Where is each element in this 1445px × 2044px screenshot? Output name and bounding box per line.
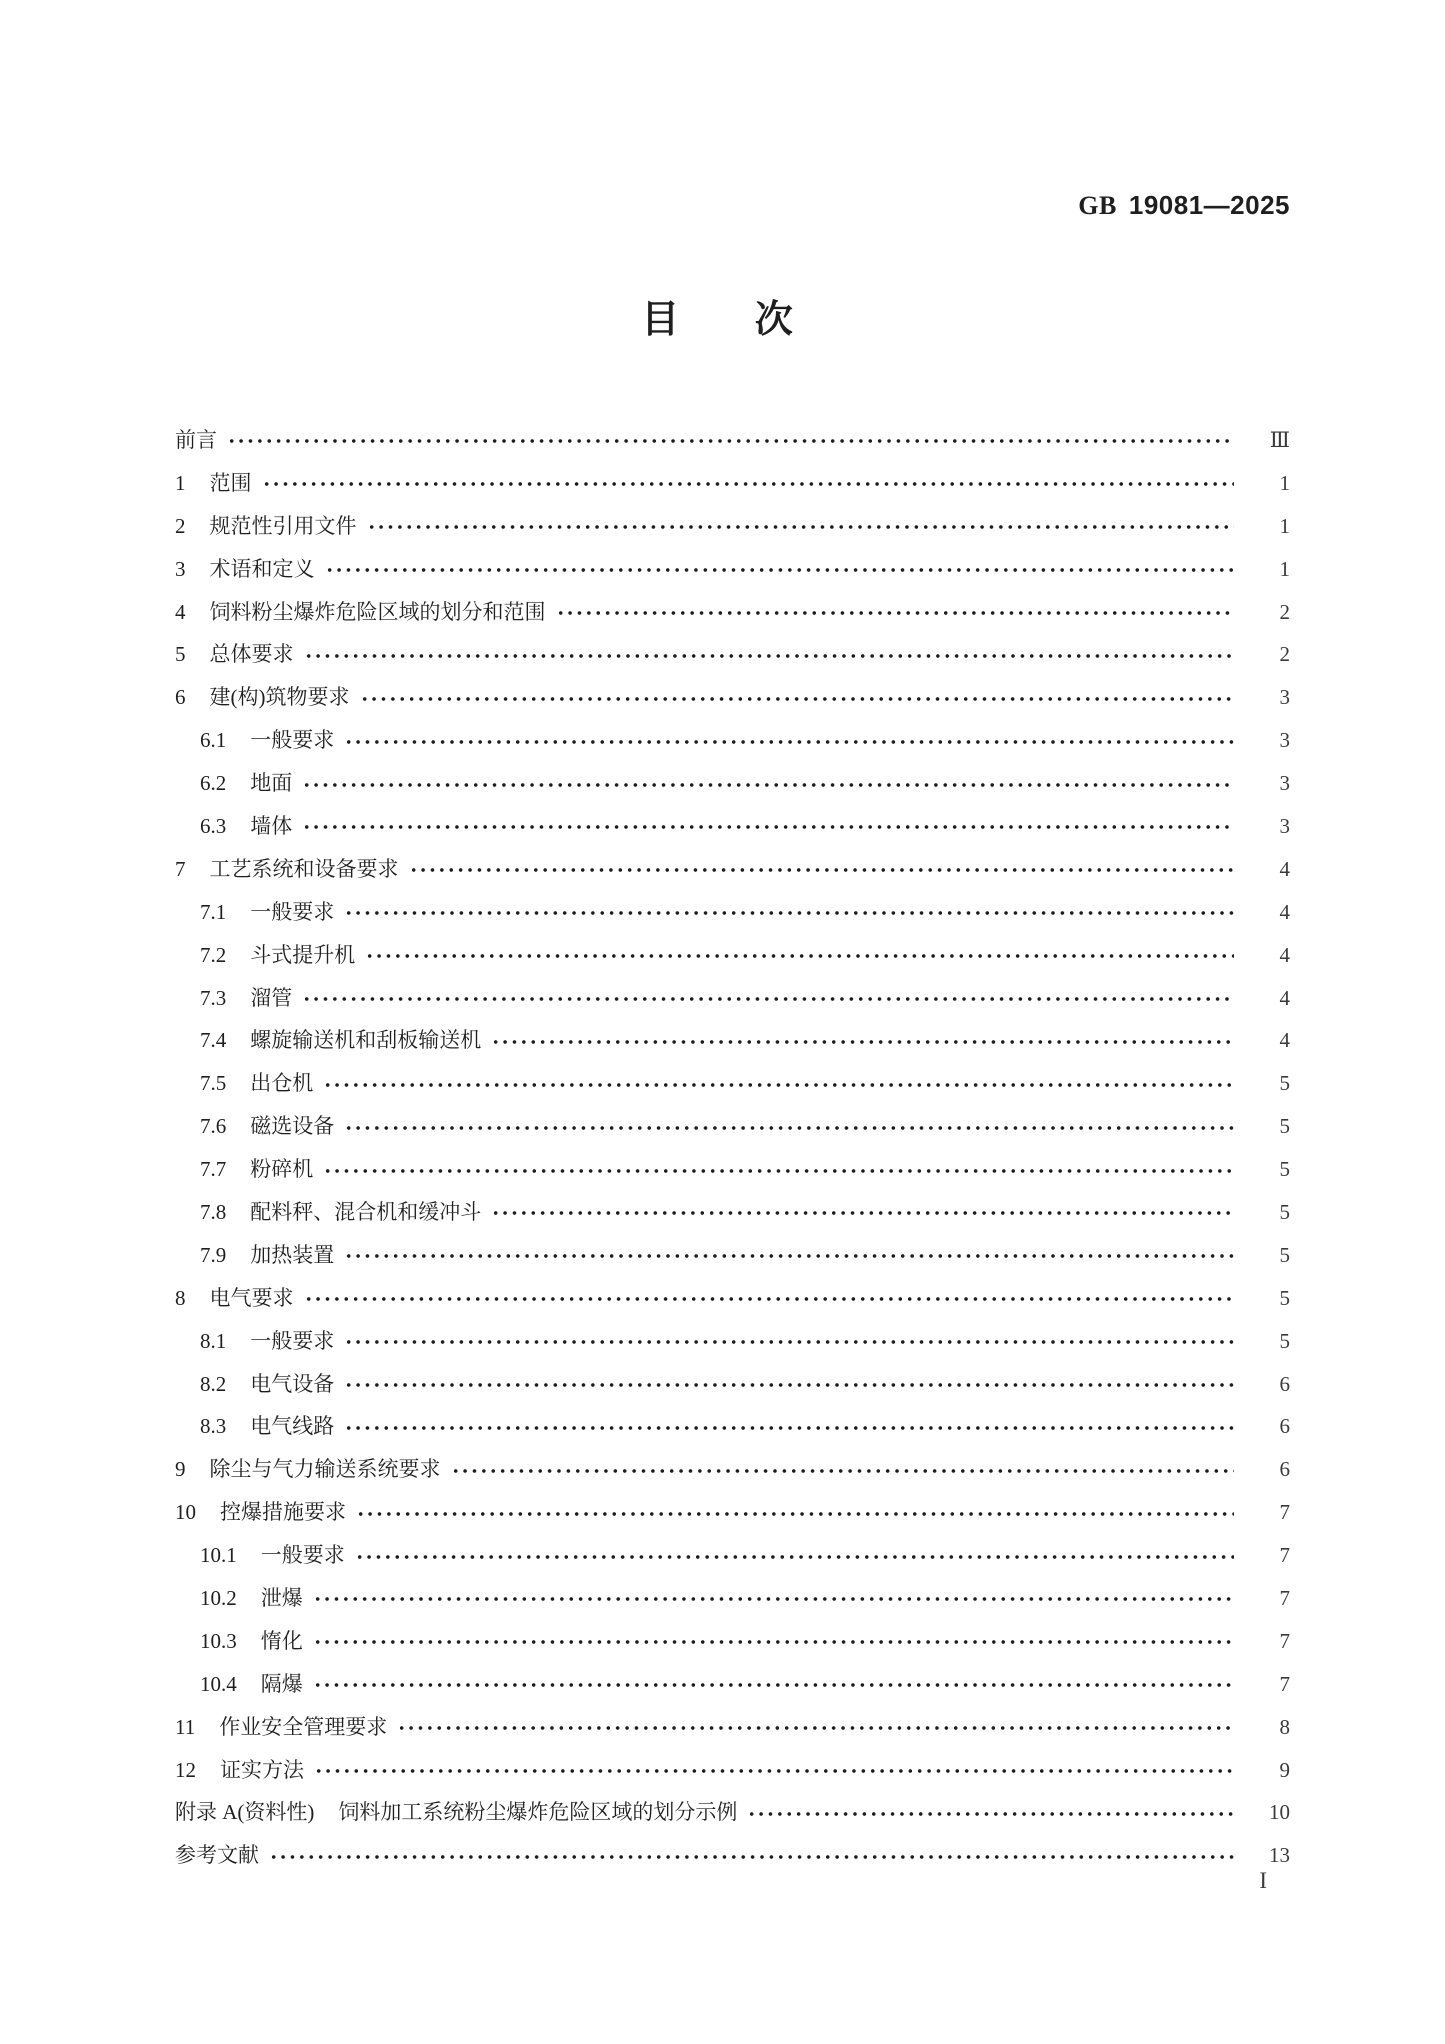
- standard-code: [1064, 160, 1290, 221]
- toc-entry: [175, 1792, 1290, 1835]
- toc-entry-page: 3: [1279, 685, 1290, 710]
- toc-leader-dots: [355, 1551, 1234, 1563]
- toc-entry-number: 7.3: [200, 985, 227, 1010]
- toc-leader-dots: [409, 864, 1235, 876]
- toc-leader-dots: [344, 1422, 1234, 1434]
- toc-entry-page: 13: [1269, 1843, 1290, 1868]
- toc-leader-dots: [344, 736, 1234, 748]
- toc-entry-page: 5: [1279, 1199, 1290, 1224]
- toc-entry-number: 8.1: [200, 1328, 227, 1353]
- toc-entry-label: 地面: [250, 771, 293, 796]
- toc-entry-label: 一般要求: [260, 1543, 345, 1568]
- toc-entry-label: 证实方法: [220, 1757, 304, 1782]
- toc-entry-label: 一般要求: [250, 1328, 335, 1353]
- toc-entry: [175, 1062, 1290, 1105]
- toc-entry-number: 附录 A(资料性): [175, 1800, 315, 1825]
- toc-entry: [175, 1577, 1290, 1620]
- toc-entry-number: 8.2: [200, 1371, 227, 1396]
- toc-leader-dots: [367, 521, 1235, 533]
- toc-entry-number: 3: [175, 556, 186, 581]
- toc-entry-number: 9: [175, 1457, 186, 1482]
- toc-entry-page: Ⅲ: [1269, 427, 1290, 452]
- toc-entry: [175, 591, 1290, 634]
- toc-entry-page: 4: [1279, 1028, 1290, 1053]
- toc-leader-dots: [314, 1765, 1234, 1777]
- toc-entry: [175, 1834, 1290, 1877]
- toc-entry-page: 5: [1279, 1242, 1290, 1267]
- toc-entry-label: 出仓机: [250, 1071, 314, 1096]
- toc-leader-dots: [262, 478, 1235, 490]
- toc-entry-label: 控爆措施要求: [220, 1500, 346, 1525]
- toc-entry: [175, 977, 1290, 1020]
- toc-entry: [175, 1191, 1290, 1234]
- toc-entry-label: 作业安全管理要求: [219, 1714, 388, 1739]
- toc-entry-page: 5: [1279, 1285, 1290, 1310]
- toc-entry: [175, 1534, 1290, 1577]
- toc-leader-dots: [344, 1250, 1234, 1262]
- toc-entry-page: 4: [1279, 942, 1290, 967]
- toc-entry: [175, 1706, 1290, 1749]
- toc-entry-page: 7: [1279, 1543, 1290, 1568]
- toc-entry-label: 总体要求: [209, 642, 294, 667]
- toc-leader-dots: [323, 1079, 1234, 1091]
- standard-code-prefix: GB: [1078, 191, 1117, 220]
- toc-entry-page: 2: [1279, 599, 1290, 624]
- toc-entry-label: 范围: [209, 470, 252, 495]
- toc-leader-dots: [323, 1165, 1234, 1177]
- toc-entry: [175, 1105, 1290, 1148]
- toc-leader-dots: [227, 435, 1234, 447]
- toc-leader-dots: [451, 1465, 1235, 1477]
- page-number-roman: I: [1259, 1868, 1267, 1893]
- toc-entry-number: 10: [175, 1500, 196, 1525]
- toc-entry-page: 1: [1279, 513, 1290, 538]
- toc-entry-page: 6: [1279, 1371, 1290, 1396]
- toc-leader-dots: [269, 1851, 1234, 1863]
- toc-entry: [175, 934, 1290, 977]
- toc-entry-label: 隔爆: [260, 1671, 303, 1696]
- toc-entry-label: 泄爆: [260, 1585, 303, 1610]
- toc-entry: [175, 1234, 1290, 1277]
- standard-code-number: 19081—2025: [1128, 190, 1290, 220]
- toc-entry-page: 4: [1279, 856, 1290, 881]
- toc-entry: [175, 805, 1290, 848]
- toc-entry: [175, 633, 1290, 676]
- toc-entry-label: 墙体: [250, 813, 293, 838]
- toc-entry-page: 1: [1279, 556, 1290, 581]
- toc-entry-page: 6: [1279, 1457, 1290, 1482]
- toc-entry-label: 饲料粉尘爆炸危险区域的划分和范围: [209, 599, 546, 624]
- toc-entry-number: 6.2: [200, 771, 227, 796]
- toc-entry-page: 1: [1279, 470, 1290, 495]
- toc-entry-number: 8.3: [200, 1414, 227, 1439]
- toc-entry-page: 3: [1279, 813, 1290, 838]
- toc-entry: [175, 1405, 1290, 1448]
- toc-entry: [175, 676, 1290, 719]
- toc-leader-dots: [365, 950, 1234, 962]
- toc-entry-page: 5: [1279, 1114, 1290, 1139]
- toc-entry-page: 10: [1269, 1800, 1290, 1825]
- toc-list: [175, 419, 1290, 1877]
- toc-entry-number: 7.2: [200, 942, 227, 967]
- toc-leader-dots: [313, 1593, 1234, 1605]
- toc-entry: [175, 1320, 1290, 1363]
- toc-entry-number: 7: [175, 856, 186, 881]
- toc-leader-dots: [344, 907, 1234, 919]
- toc-entry-number: 7.8: [200, 1199, 227, 1224]
- toc-entry-number: 2: [175, 513, 186, 538]
- toc-entry: [175, 1448, 1290, 1491]
- toc-entry-label: 磁选设备: [250, 1114, 335, 1139]
- toc-entry: [175, 762, 1290, 805]
- toc-leader-dots: [304, 1293, 1235, 1305]
- toc-entry-page: 7: [1279, 1585, 1290, 1610]
- toc-entry-number: 8: [175, 1285, 186, 1310]
- toc-entry-label: 粉碎机: [250, 1157, 314, 1182]
- toc-entry-page: 3: [1279, 771, 1290, 796]
- toc-entry-number: 5: [175, 642, 186, 667]
- toc-entry: [175, 1148, 1290, 1191]
- toc-entry-label: 电气要求: [209, 1285, 294, 1310]
- toc-entry-label: 饲料加工系统粉尘爆炸危险区域的划分示例: [338, 1800, 738, 1825]
- toc-entry-label: 斗式提升机: [250, 942, 356, 967]
- toc-entry-label: 工艺系统和设备要求: [209, 856, 399, 881]
- toc-leader-dots: [356, 1508, 1234, 1520]
- toc-leader-dots: [344, 1379, 1234, 1391]
- toc-leader-dots: [491, 1207, 1234, 1219]
- toc-entry-page: 2: [1279, 642, 1290, 667]
- toc-entry-label: 规范性引用文件: [209, 513, 357, 538]
- toc-entry: [175, 1019, 1290, 1062]
- toc-entry-number: 10.4: [200, 1671, 237, 1696]
- toc-entry-page: 5: [1279, 1071, 1290, 1096]
- toc-entry: [175, 1663, 1290, 1706]
- toc-leader-dots: [344, 1122, 1234, 1134]
- toc-leader-dots: [747, 1808, 1234, 1820]
- toc-leader-dots: [556, 607, 1235, 619]
- toc-entry: [175, 548, 1290, 591]
- toc-leader-dots: [325, 564, 1235, 576]
- toc-entry-label: 术语和定义: [209, 556, 315, 581]
- toc-entry-page: 7: [1279, 1671, 1290, 1696]
- toc-entry-page: 5: [1279, 1328, 1290, 1353]
- toc-entry: [175, 462, 1290, 505]
- toc-entry-label: 螺旋输送机和刮板输送机: [250, 1028, 482, 1053]
- toc-entry-number: 11: [175, 1714, 196, 1739]
- toc-entry-label: 配料秤、混合机和缓冲斗: [250, 1199, 482, 1224]
- toc-entry-number: 1: [175, 470, 186, 495]
- toc-entry-number: 7.7: [200, 1157, 227, 1182]
- toc-entry-page: 7: [1279, 1500, 1290, 1525]
- toc-entry-label: 一般要求: [250, 899, 335, 924]
- toc-entry-label: 电气设备: [250, 1371, 335, 1396]
- toc-leader-dots: [344, 1336, 1234, 1348]
- toc-entry: [175, 419, 1290, 462]
- toc-entry: [175, 1363, 1290, 1406]
- toc-entry-number: 7.4: [200, 1028, 227, 1053]
- toc-entry-number: 12: [175, 1757, 196, 1782]
- toc-entry-label: 建(构)筑物要求: [209, 685, 350, 710]
- toc-entry-label: 加热装置: [250, 1242, 335, 1267]
- toc-entry-page: 4: [1279, 985, 1290, 1010]
- toc-leader-dots: [313, 1679, 1234, 1691]
- toc-entry: [175, 1620, 1290, 1663]
- toc-entry-page: 4: [1279, 899, 1290, 924]
- toc-leader-dots: [360, 693, 1235, 705]
- toc-entry: [175, 505, 1290, 548]
- toc-entry-number: 7.5: [200, 1071, 227, 1096]
- toc-title: 目 次: [641, 299, 794, 341]
- toc-entry: [175, 891, 1290, 934]
- toc-leader-dots: [491, 1036, 1234, 1048]
- toc-entry-page: 6: [1279, 1414, 1290, 1439]
- toc-entry-number: 7.1: [200, 899, 227, 924]
- toc-entry-label: 参考文献: [175, 1843, 259, 1868]
- toc-entry-number: 4: [175, 599, 186, 624]
- toc-entry: [175, 1491, 1290, 1534]
- toc-entry: [175, 719, 1290, 762]
- toc-entry-label: 惰化: [260, 1628, 303, 1653]
- toc-entry: [175, 848, 1290, 891]
- toc-leader-dots: [397, 1722, 1234, 1734]
- toc-entry-number: 10.1: [200, 1543, 237, 1568]
- toc-entry-page: 8: [1279, 1714, 1290, 1739]
- toc-entry-label: 一般要求: [250, 728, 335, 753]
- toc-leader-dots: [313, 1636, 1234, 1648]
- toc-entry-number: 10.3: [200, 1628, 237, 1653]
- toc-entry: [175, 1277, 1290, 1320]
- toc-entry-number: 7.6: [200, 1114, 227, 1139]
- toc-leader-dots: [302, 821, 1234, 833]
- toc-entry-label: 前言: [175, 427, 217, 452]
- toc-entry-label: 除尘与气力输送系统要求: [209, 1457, 441, 1482]
- toc-entry-number: 6: [175, 685, 186, 710]
- toc-leader-dots: [304, 650, 1235, 662]
- toc-entry-number: 10.2: [200, 1585, 237, 1610]
- toc-entry-number: 6.1: [200, 728, 227, 753]
- toc-entry-page: 5: [1279, 1157, 1290, 1182]
- toc-entry-number: 7.9: [200, 1242, 227, 1267]
- toc-entry-label: 溜管: [250, 985, 293, 1010]
- toc-entry-page: 9: [1279, 1757, 1290, 1782]
- toc-entry-label: 电气线路: [250, 1414, 335, 1439]
- toc-entry: [175, 1749, 1290, 1792]
- toc-leader-dots: [302, 993, 1234, 1005]
- toc-entry-page: 3: [1279, 728, 1290, 753]
- toc-entry-page: 7: [1279, 1628, 1290, 1653]
- toc-leader-dots: [302, 779, 1234, 791]
- toc-entry-number: 6.3: [200, 813, 227, 838]
